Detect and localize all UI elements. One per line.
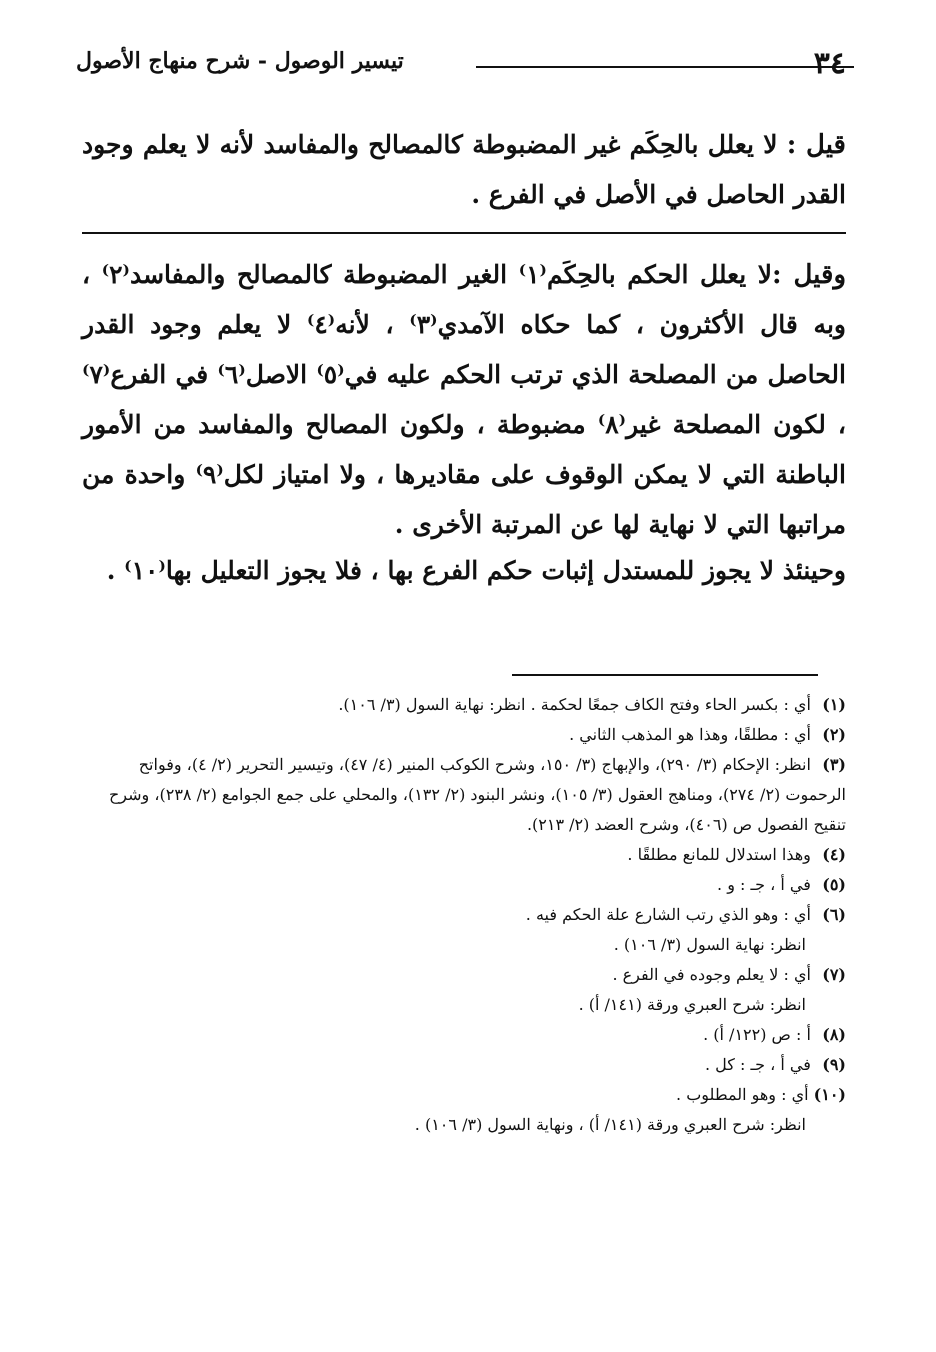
footnote-continuation: انظر: شرح العبري ورقة (١٤١/ أ) ، ونهاية السول (٣/ ١٠٦) .	[414, 1115, 806, 1134]
footnote-text: انظر: الإحكام (٣/ ٢٩٠)، والإبهاج (٣/ ١٥٠، وشرح الكوكب المنير (٤/ ٤٧)، وتيسير التحرير (٢/ ٤)، وفواتح الرحموت (٢/ ٢٧٤)، ومناهج العقول (٣/ ١٠٥)، ونشر البنود (٢/ ١٣٢)، والمحلي على جمع الجوامع (٢/ ٢٣٨)، وشرح تنقيح الفصول ص (٤٠٦)، وشرح العضد (٢/ ٢١٣).	[108, 755, 846, 834]
paragraph-text: لا يعلل الحكم بالحِكَم⁽١⁾ الغير المضبوطة كالمصالح والمفاسد⁽٢⁾ ، وبه قال الأكثرون ، كما حكاه الآمدي⁽٣⁾ ، لأنه⁽٤⁾ لا يعلم وجود القدر الحاصل من المصلحة الذي ترتب الحكم عليه في⁽٥⁾ الاصل⁽٦⁾ في الفرع⁽٧⁾ ، لكون المصلحة غير⁽٨⁾ مضبوطة ، ولكون المصالح والمفاسد من الأمور الباطنة التي لا يمكن الوقوف على مقاديرها ، ولا امتياز لكل⁽٩⁾ واحدة من مراتبها التي لا نهاية لها عن المرتبة الأخرى .	[82, 260, 847, 539]
running-title: تيسير الوصول - شرح منهاج الأصول	[76, 48, 404, 74]
footnote-separator	[512, 674, 818, 676]
footnote-text: أي : وهو الذي رتب الشارع علة الحكم فيه .	[525, 905, 811, 924]
footnote	[86, 900, 846, 930]
footnotes	[86, 690, 846, 1140]
footnote	[86, 960, 846, 990]
page-header	[76, 46, 846, 86]
paragraph-lead: قيل :	[786, 130, 846, 160]
footnote-number: (٥)	[822, 875, 846, 894]
footnote	[86, 720, 846, 750]
paragraph-text: لا يعلل بالحِكَم غير المضبوطة كالمصالح والمفاسد لأنه لا يعلم وجود القدر الحاصل في الأصل في الفرع .	[82, 130, 846, 209]
footnote	[86, 690, 846, 720]
footnote	[86, 870, 846, 900]
footnote-number: (٢)	[822, 725, 846, 744]
paragraph-waqila	[82, 250, 846, 550]
footnote-number: (١)	[822, 695, 846, 714]
paragraph-qila	[82, 120, 846, 220]
footnote-text: في أ ، جـ : كل .	[705, 1055, 811, 1074]
footnote	[86, 750, 846, 840]
footnote-number: (٧)	[822, 965, 846, 984]
page-number: ٣٤	[813, 46, 846, 81]
paragraph-lead: وقيل :	[772, 260, 847, 290]
footnote-continuation: انظر: نهاية السول (٣/ ١٠٦) .	[613, 935, 806, 954]
header-rule	[476, 66, 854, 68]
footnote-number: (٨)	[822, 1025, 846, 1044]
footnote-number: (٤)	[822, 845, 846, 864]
footnote-text: أ : ص (١٢٢/ أ) .	[703, 1025, 811, 1044]
footnote-number: (٣)	[822, 755, 846, 774]
footnote-continuation: انظر: شرح العبري ورقة (١٤١/ أ) .	[578, 995, 806, 1014]
footnote	[86, 840, 846, 870]
footnote	[86, 1080, 846, 1110]
footnote-text: في أ ، جـ : و .	[717, 875, 811, 894]
footnote-text: وهذا استدلال للمانع مطلقًا .	[627, 845, 811, 864]
footnote-number: (١٠)	[813, 1085, 846, 1104]
footnote	[86, 1050, 846, 1080]
footnote-number: (٩)	[822, 1055, 846, 1074]
footnote-text: أي : وهو المطلوب .	[676, 1085, 809, 1104]
footnote	[86, 1020, 846, 1050]
paragraph-conclusion	[82, 546, 846, 596]
footnote-text: أي : مطلقًا، وهذا هو المذهب الثاني .	[569, 725, 811, 744]
footnote-text: أي : بكسر الحاء وفتح الكاف جمعًا لحكمة . انظر: نهاية السول (٣/ ١٠٦).	[338, 695, 811, 714]
paragraph-text: وحينئذ لا يجوز للمستدل إثبات حكم الفرع بها ، فلا يجوز التعليل بها⁽١٠⁾ .	[106, 556, 846, 585]
section-divider	[82, 232, 846, 234]
footnote-text: أي : لا يعلم وجوده في الفرع .	[612, 965, 811, 984]
footnote-number: (٦)	[822, 905, 846, 924]
